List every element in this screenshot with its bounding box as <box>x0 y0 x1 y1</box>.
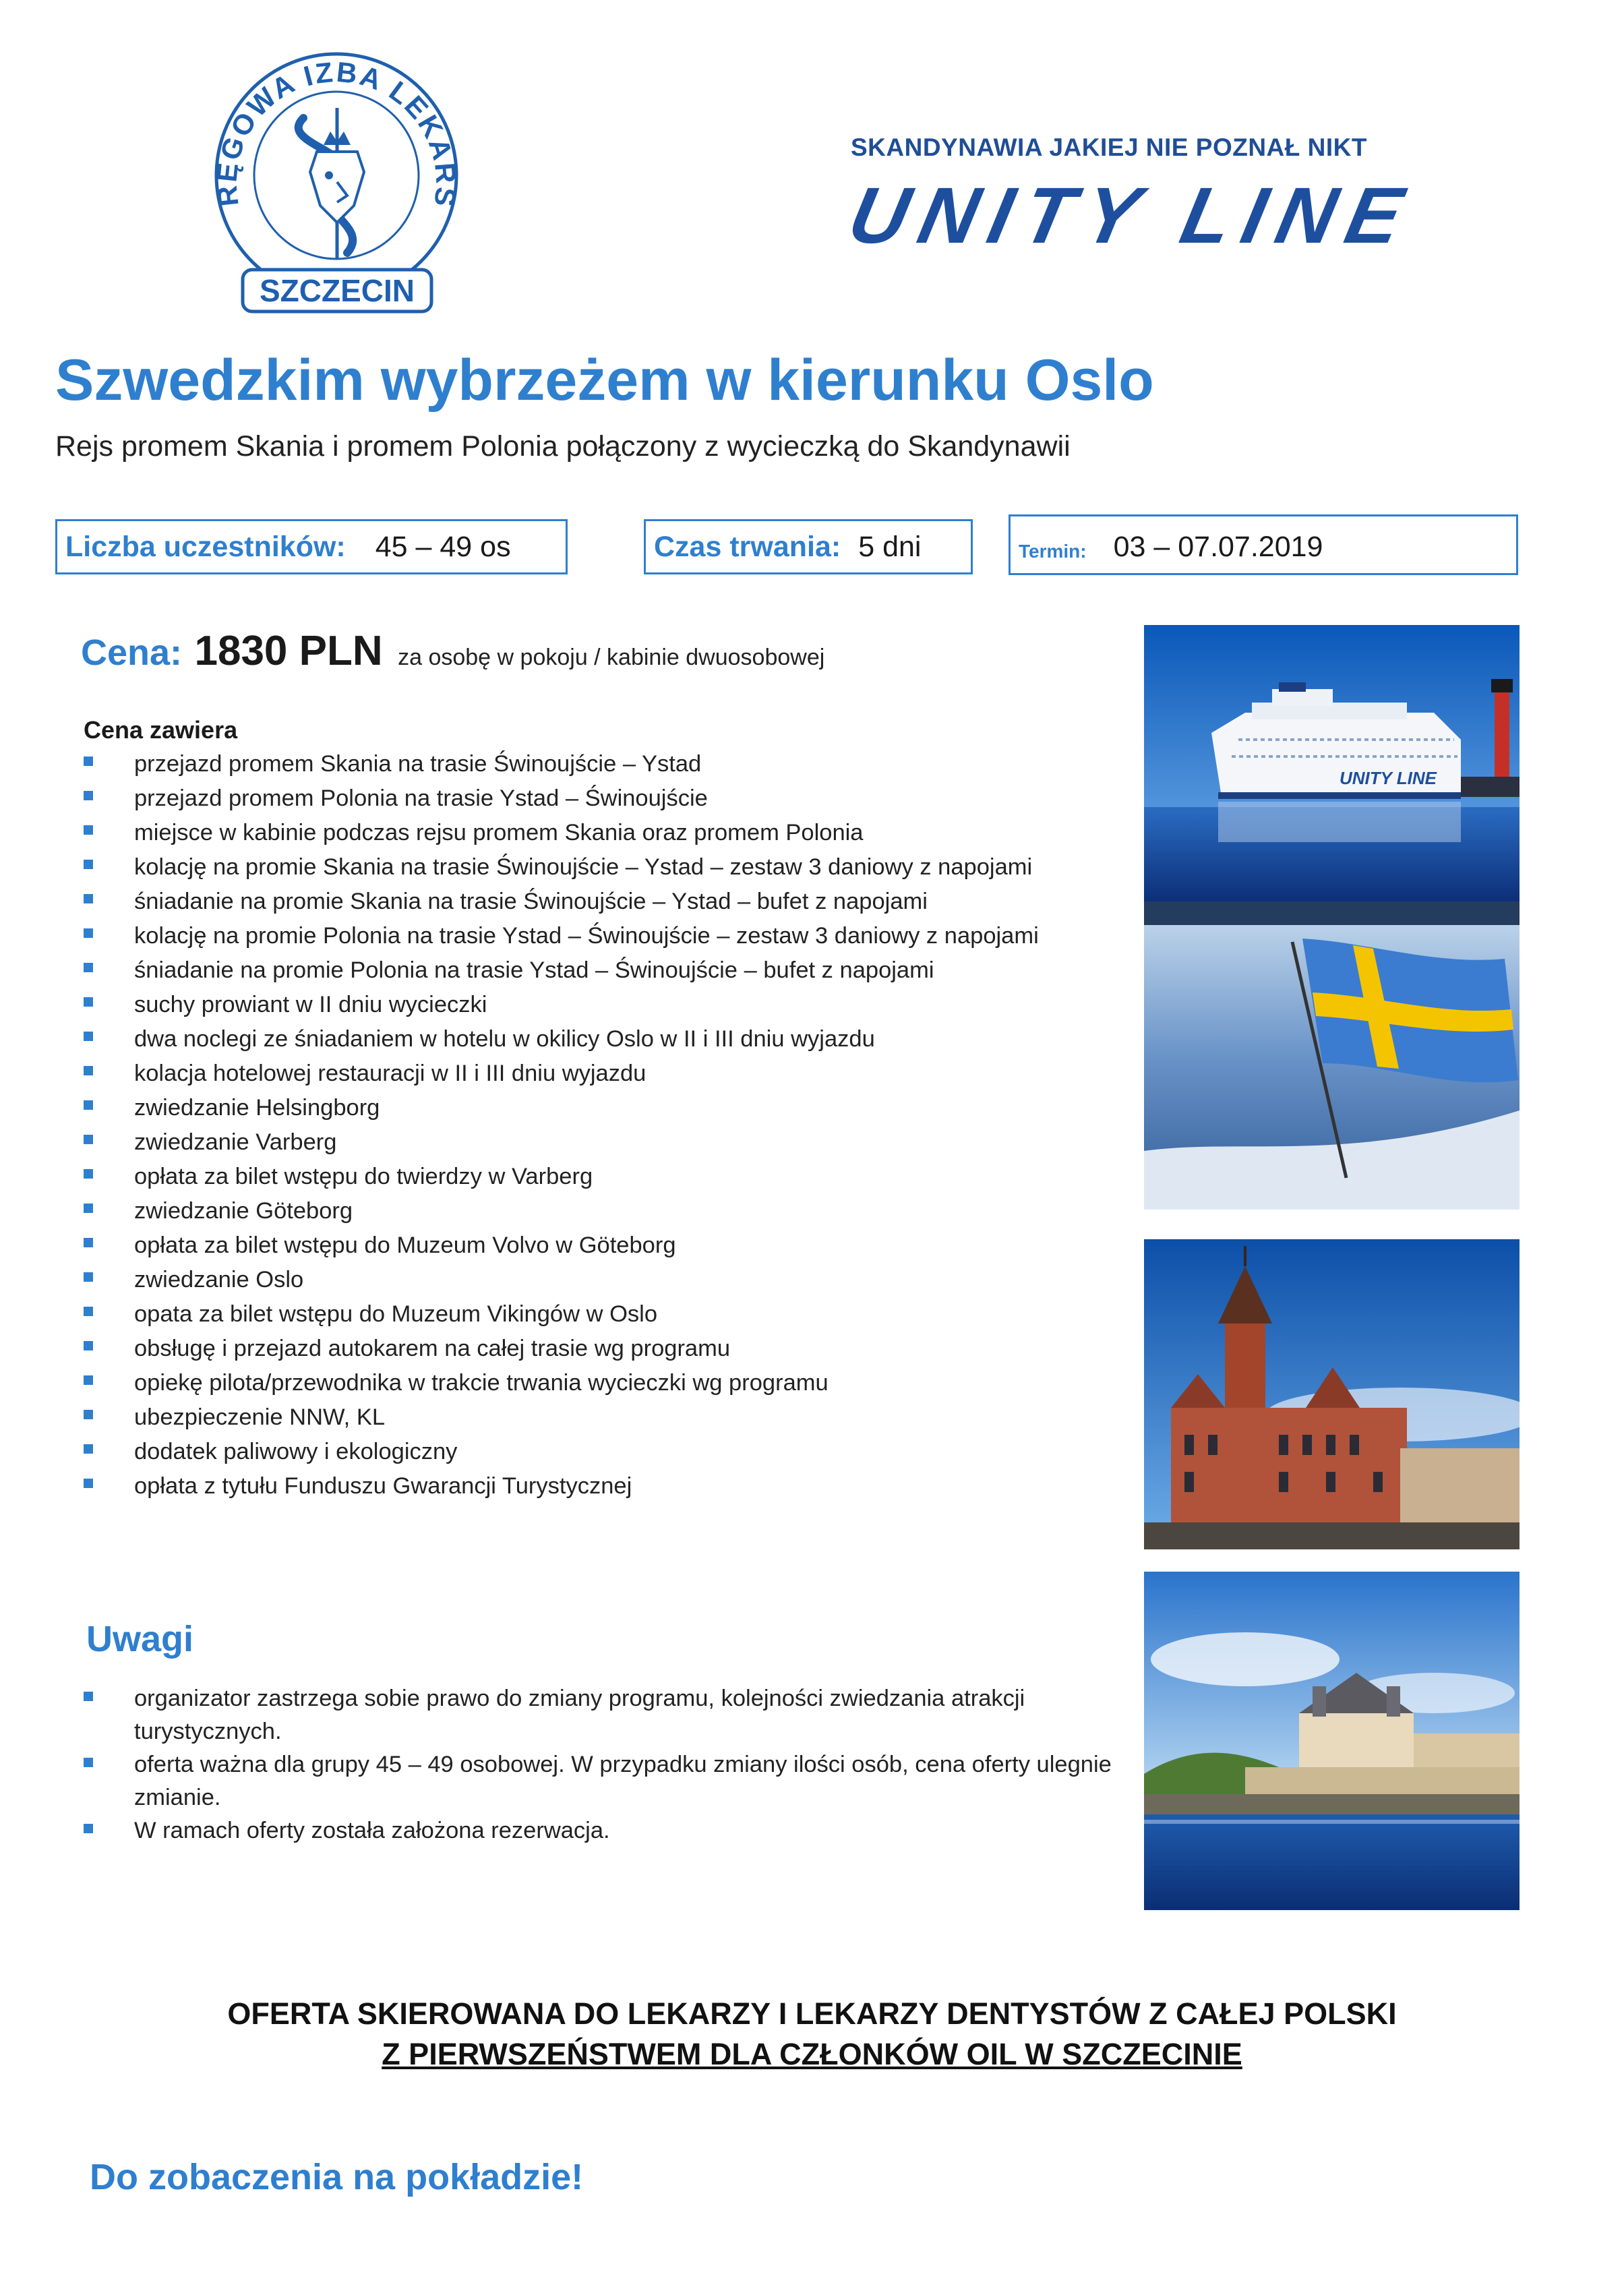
photo-helsingborg-town-hall <box>1144 1239 1520 1549</box>
list-item: zwiedzanie Göteborg <box>84 1194 1068 1228</box>
bullet-square-icon <box>84 1824 93 1833</box>
bullet-square-icon <box>84 791 93 800</box>
bullet-square-icon <box>84 997 93 1007</box>
unity-line-brand: UNITY LINE <box>841 171 1422 260</box>
list-item: kolację na promie Skania na trasie Świnoujście – Ystad – zestaw 3 daniowy z napojami <box>84 850 1064 885</box>
ferry-hull-text: UNITY LINE <box>1340 768 1437 788</box>
tagline: SKANDYNAWIA JAKIEJ NIE POZNAŁ NIKT <box>851 133 1367 161</box>
photo-akershus-fortress-oslo <box>1144 1572 1520 1910</box>
price-label: Cena: <box>81 632 183 673</box>
bullet-square-icon <box>84 1307 93 1316</box>
list-item: opłata za bilet wstępu do twierdzy w Varberg <box>84 1160 1068 1194</box>
bullet-square-icon <box>84 1032 93 1041</box>
bullet-square-icon <box>84 1692 93 1701</box>
price-line <box>81 627 824 675</box>
list-item: opłata z tytułu Funduszu Gwarancji Turystycznej <box>84 1469 1068 1504</box>
bullet-square-icon <box>84 825 93 835</box>
price-value: 1830 PLN <box>194 628 383 674</box>
includes-heading: Cena zawiera <box>84 716 238 744</box>
list-item: zwiedzanie Helsingborg <box>84 1091 1068 1125</box>
photo-ferry-and-flag <box>1144 625 1520 1210</box>
list-item: kolację na promie Polonia na trasie Ystad – Świnoujście – zestaw 3 daniowy z napojami <box>84 919 1064 953</box>
bullet-square-icon <box>84 756 93 766</box>
list-item: oferta ważna dla grupy 45 – 49 osobowej. W przypadku zmiany ilości osób, cena oferty ulegnie zmianie. <box>84 1748 1132 1814</box>
bullet-square-icon <box>84 1444 93 1454</box>
duration-box <box>644 519 973 574</box>
list-item: obsługę i przejazd autokarem na całej trasie wg programu <box>84 1332 1068 1366</box>
list-item: opiekę pilota/przewodnika w trakcie trwania wycieczki wg programu <box>84 1366 1068 1400</box>
bullet-square-icon <box>84 894 93 903</box>
bullet-square-icon <box>84 963 93 972</box>
list-item: dodatek paliwowy i ekologiczny <box>84 1435 1068 1469</box>
offer-line-1: OFERTA SKIEROWANA DO LEKARZY I LEKARZY DENTYSTÓW Z CAŁEJ POLSKI <box>227 1996 1397 2031</box>
list-item: ubezpieczenie NNW, KL <box>84 1400 1068 1435</box>
logo-arc-text: RĘGOWA IZBA LEKARS <box>210 55 462 210</box>
bullet-square-icon <box>84 1066 93 1075</box>
bullet-square-icon <box>84 1410 93 1419</box>
list-item: dwa noclegi ze śniadaniem w hotelu w okilicy Oslo w II i III dniu wyjazdu <box>84 1022 1068 1057</box>
list-item: W ramach oferty została założona rezerwacja. <box>84 1814 1075 1847</box>
page-title: Szwedzkim wybrzeżem w kierunku Oslo <box>55 348 1154 413</box>
notes-heading: Uwagi <box>86 1619 194 1659</box>
list-item: zwiedzanie Varberg <box>84 1125 1068 1160</box>
list-item: śniadanie na promie Polonia na trasie Ystad – Świnoujście – bufet z napojami <box>84 953 1068 988</box>
bullet-square-icon <box>84 1758 93 1767</box>
bullet-square-icon <box>84 1204 93 1213</box>
bullet-square-icon <box>84 928 93 938</box>
term-box <box>1009 514 1518 575</box>
notes-list <box>84 1682 1112 1847</box>
term-label: Termin: <box>1019 541 1087 562</box>
price-description: za osobę w pokoju / kabinie dwuosobowej <box>398 645 825 670</box>
term-value: 03 – 07.07.2019 <box>1113 531 1323 563</box>
footer-greeting: Do zobaczenia na pokładzie! <box>90 2157 584 2197</box>
bullet-square-icon <box>84 1341 93 1350</box>
participants-label: Liczba uczestników: <box>65 530 346 563</box>
bullet-square-icon <box>84 1169 93 1179</box>
list-item: zwiedzanie Oslo <box>84 1263 1068 1297</box>
list-item: przejazd promem Polonia na trasie Ystad – Świnoujście <box>84 781 1068 816</box>
list-item: śniadanie na promie Skania na trasie Świnoujście – Ystad – bufet z napojami <box>84 885 1068 919</box>
duration-value: 5 dni <box>858 530 922 563</box>
list-item: opłata za bilet wstępu do Muzeum Volvo w Göteborg <box>84 1228 1068 1263</box>
list-item: miejsce w kabinie podczas rejsu promem Skania oraz promem Polonia <box>84 816 1068 850</box>
includes-list <box>84 747 1068 1504</box>
bullet-square-icon <box>84 860 93 869</box>
bullet-square-icon <box>84 1135 93 1144</box>
bullet-square-icon <box>84 1238 93 1247</box>
offer-line-2 <box>0 2037 1624 2072</box>
bullet-square-icon <box>84 1272 93 1282</box>
list-item: suchy prowiant w II dniu wycieczki <box>84 988 1068 1022</box>
offer-line-2-text: Z PIERWSZEŃSTWEM DLA CZŁONKÓW OIL W SZCZECINIE <box>382 2037 1242 2071</box>
bullet-square-icon <box>84 1100 93 1110</box>
bullet-square-icon <box>84 1375 93 1385</box>
list-item: opata za bilet wstępu do Muzeum Vikingów w Oslo <box>84 1297 1068 1332</box>
oil-szczecin-logo <box>202 37 472 320</box>
page-subtitle: Rejs promem Skania i promem Polonia połączony z wycieczką do Skandynawii <box>55 430 1071 463</box>
list-item: przejazd promem Skania na trasie Świnoujście – Ystad <box>84 747 1068 781</box>
participants-value: 45 – 49 os <box>375 530 511 563</box>
logo-city-text: SZCZECIN <box>260 273 415 308</box>
list-item: kolacja hotelowej restauracji w II i III dniu wyjazdu <box>84 1057 1068 1091</box>
duration-label: Czas trwania: <box>654 530 841 563</box>
bullet-square-icon <box>84 1479 93 1488</box>
participants-box <box>55 519 568 574</box>
list-item: organizator zastrzega sobie prawo do zmiany programu, kolejności zwiedzania atrakcji turystycznych. <box>84 1682 1132 1748</box>
